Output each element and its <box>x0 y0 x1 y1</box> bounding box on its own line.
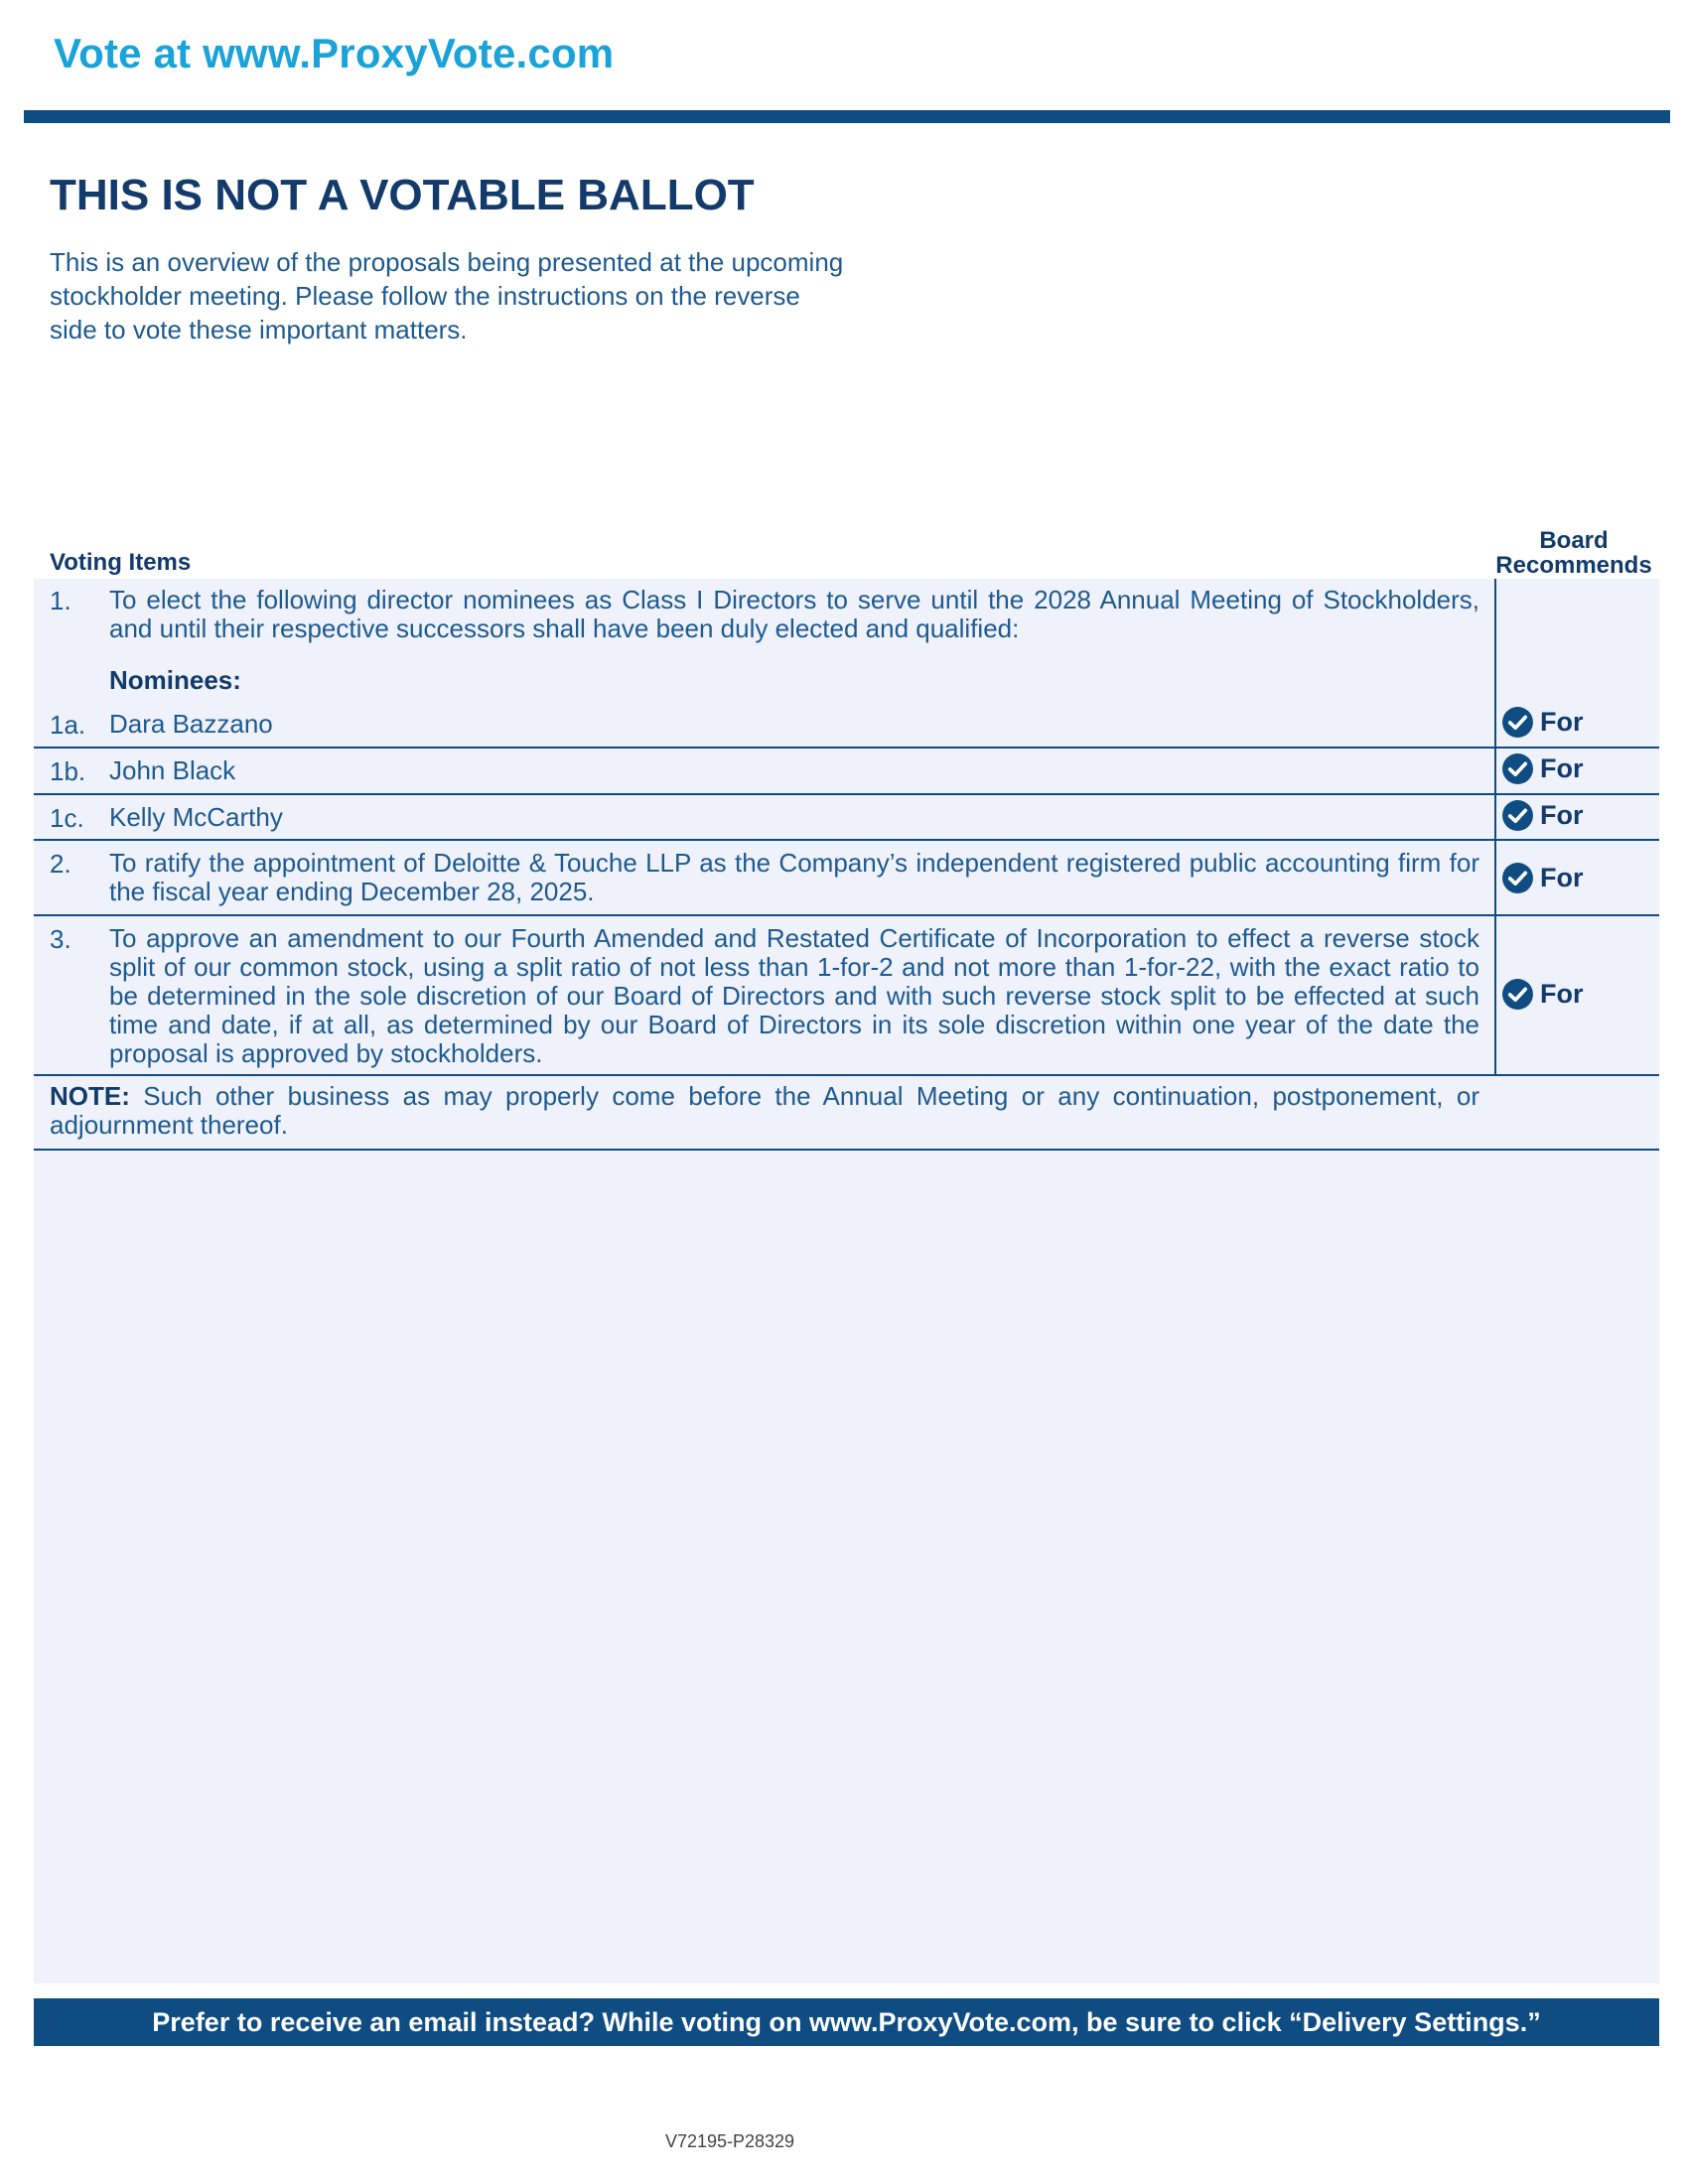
item-text: To approve an amendment to our Fourth Amended and Restated Certificate of Incorporation to effect a reverse stock split of our common stock, using a split ratio of not less than 1-for-2 and not more than 1-for-22, with the exact ratio to be determined in the sole discretion of our Board of Directors and with such reverse stock split to be effected at such time and date, if at all, as determined by our Board of Directors in its sole discretion within one year of the date the proposal is approved by stockholders. <box>109 923 1479 1068</box>
voting-panel <box>34 579 1659 1983</box>
item-text: To ratify the appointment of Deloitte & Touche LLP as the Company’s independent registered public accounting firm for the fiscal year ending December 28, 2025. <box>109 848 1479 906</box>
recommendation <box>1501 752 1584 785</box>
recommendation <box>1501 799 1584 832</box>
row-divider <box>34 839 1659 841</box>
board-recommends-header: Board Recommends <box>1495 527 1652 579</box>
note-text: Such other business as may properly come before the Annual Meeting or any continuation, postponement, or adjournment thereof. <box>50 1081 1479 1140</box>
recommendation <box>1501 978 1584 1011</box>
recommendation-label: For <box>1540 979 1584 1009</box>
nominee-name: John Black <box>109 755 236 785</box>
recommendation <box>1501 862 1584 894</box>
note-label: NOTE: <box>50 1081 130 1111</box>
document-code: V72195-P28329 <box>664 2131 795 2151</box>
check-circle-icon <box>1501 706 1534 739</box>
header-rule <box>24 110 1670 123</box>
row-divider <box>34 747 1659 749</box>
recommendation <box>1501 706 1584 739</box>
check-circle-icon <box>1501 862 1534 894</box>
column-divider <box>1494 579 1496 1075</box>
nominee-name: Kelly McCarthy <box>109 802 283 832</box>
note <box>50 1082 1479 1140</box>
recommendation-label: For <box>1540 863 1584 892</box>
delivery-settings-banner <box>34 1998 1659 2046</box>
row-divider <box>34 793 1659 795</box>
item-number: 1a. <box>50 710 86 740</box>
intro-text: This is an overview of the proposals being presented at the upcoming stockholder meeting. Please follow the instructions on the reverse side to vote these important matters. <box>50 247 844 344</box>
item-number: 3. <box>50 924 71 954</box>
recommendation-label: For <box>1540 800 1584 830</box>
voting-items-header: Voting Items <box>50 549 192 576</box>
item-number: 1c. <box>50 803 84 833</box>
nominees-label: Nominees: <box>109 665 241 695</box>
check-circle-icon <box>1501 752 1534 785</box>
item-text: To elect the following director nominees as Class I Directors to serve until the 2028 Annual Meeting of Stockholders, and until their respective successors shall have been duly elected and qualified: <box>109 585 1479 643</box>
check-circle-icon <box>1501 978 1534 1011</box>
banner-text: Prefer to receive an email instead? While voting on www.ProxyVote.com, be sure to click “Delivery Settings.” <box>152 2006 1541 2037</box>
row-divider <box>34 1074 1659 1076</box>
site-title: Vote at www.ProxyVote.com <box>54 30 615 76</box>
nominee-name: Dara Bazzano <box>109 709 273 739</box>
note-divider <box>34 1149 1659 1151</box>
check-circle-icon <box>1501 799 1534 832</box>
row-divider <box>34 914 1659 916</box>
ballot-heading: THIS IS NOT A VOTABLE BALLOT <box>50 171 755 219</box>
item-number: 1. <box>50 586 71 615</box>
recommendation-label: For <box>1540 753 1584 783</box>
item-number: 2. <box>50 849 71 879</box>
item-number: 1b. <box>50 756 86 786</box>
recommendation-label: For <box>1540 707 1584 737</box>
